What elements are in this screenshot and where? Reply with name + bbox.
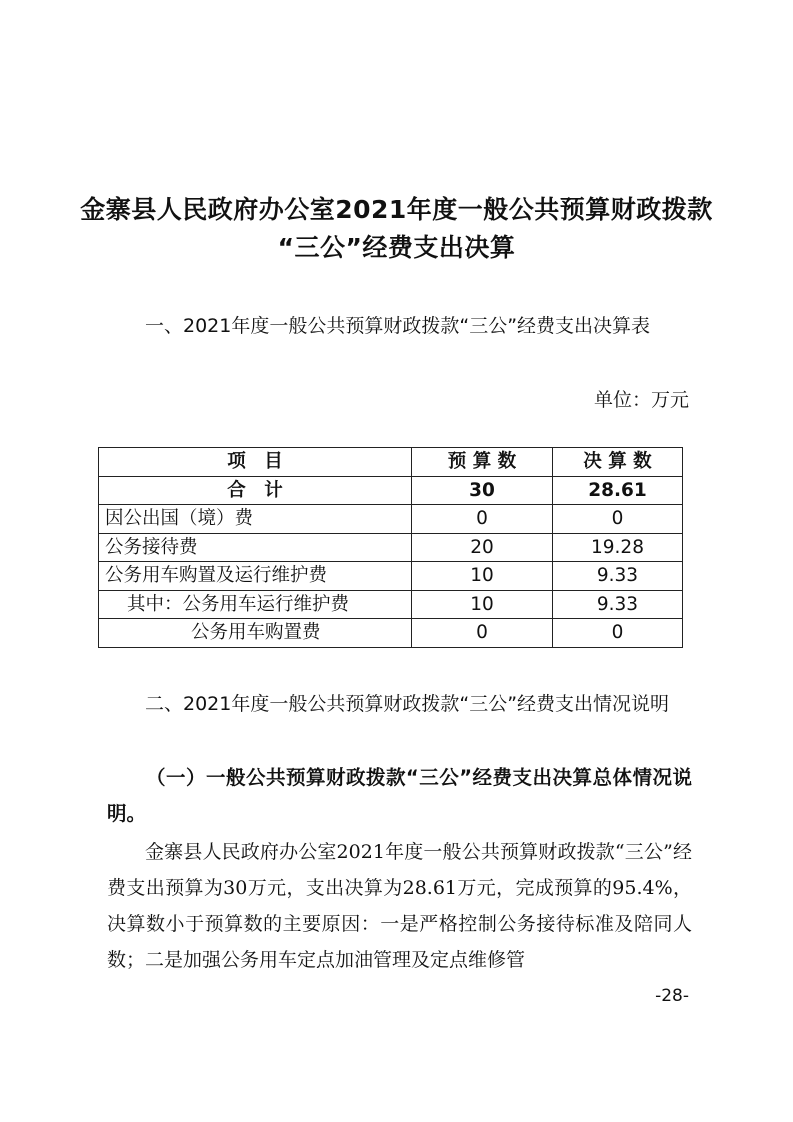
- row-label: 因公出国（境）费: [99, 505, 412, 534]
- page-number: -28-: [655, 986, 689, 1006]
- header-item: 项 目: [99, 448, 412, 477]
- row-budget: 20: [412, 533, 553, 562]
- table-row: [99, 533, 683, 562]
- header-budget: 预 算 数: [412, 448, 553, 477]
- row-actual: 0: [553, 619, 683, 648]
- table-row: [99, 619, 683, 648]
- document-title-line1: 金寨县人民政府办公室2021年度一般公共预算财政拨款: [80, 195, 713, 224]
- row-label: 公务接待费: [99, 533, 412, 562]
- table-row-total: [99, 476, 683, 505]
- row-actual: 19.28: [553, 533, 683, 562]
- row-actual: 9.33: [553, 590, 683, 619]
- section1-heading: 一、2021年度一般公共预算财政拨款“三公”经费支出决算表: [145, 315, 651, 337]
- table-row: [99, 590, 683, 619]
- row-budget: 10: [412, 590, 553, 619]
- row-budget: 0: [412, 505, 553, 534]
- subsection1-heading: （一）一般公共预算财政拨款“三公”经费支出决算总体情况说明。: [107, 766, 692, 825]
- expense-table: [98, 447, 683, 648]
- table-row: [99, 562, 683, 591]
- row-actual: 9.33: [553, 562, 683, 591]
- row-label: 其中：公务用车运行维护费: [99, 590, 412, 619]
- body-paragraph: 金寨县人民政府办公室2021年度一般公共预算财政拨款“三公”经费支出预算为30万元，支出决算为28.61万元，完成预算的95.4%，决算数小于预算数的主要原因：一是严格控制公务接待标准及陪同人数；二是加强公务用车定点加油管理及定点维修管: [107, 841, 692, 971]
- row-label: 公务用车购置及运行维护费: [99, 562, 412, 591]
- row-label: 公务用车购置费: [99, 619, 412, 648]
- row-label: 合 计: [99, 476, 412, 505]
- table-row: [99, 505, 683, 534]
- row-budget: 30: [412, 476, 553, 505]
- row-actual: 0: [553, 505, 683, 534]
- table-header-row: [99, 448, 683, 477]
- document-title-line2: “三公”经费支出决算: [277, 233, 516, 262]
- header-actual: 决 算 数: [553, 448, 683, 477]
- row-budget: 10: [412, 562, 553, 591]
- unit-label: 单位：万元: [593, 389, 689, 411]
- row-actual: 28.61: [553, 476, 683, 505]
- row-budget: 0: [412, 619, 553, 648]
- section2-heading: 二、2021年度一般公共预算财政拨款“三公”经费支出情况说明: [145, 693, 670, 715]
